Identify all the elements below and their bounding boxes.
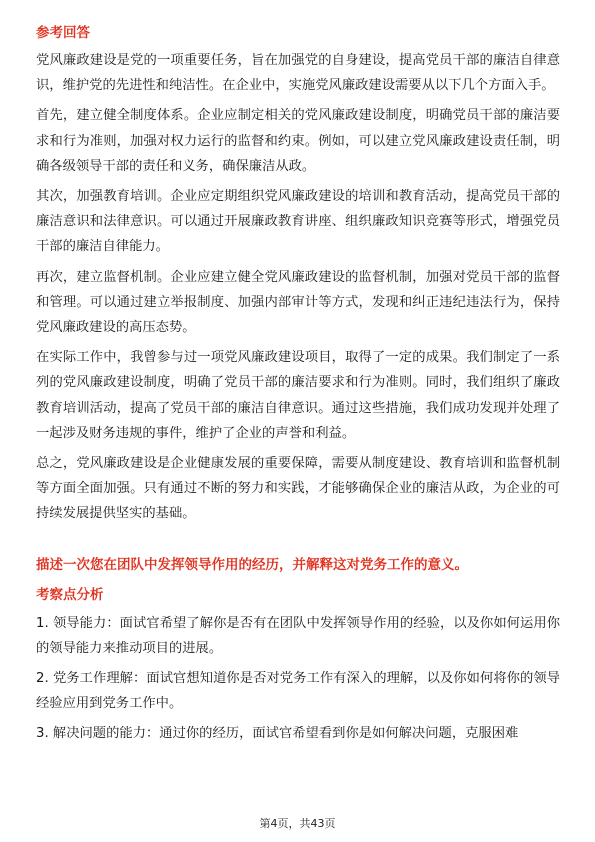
answer-paragraph-experience: 在实际工作中，我曾参与过一项党风廉政建设项目，取得了一定的成果。我们制定了一系列的党风廉政建设制度，明确了党员干部的廉洁要求和行为准则。同时，我们组织了廉政教育培训活动，提高了党员干部的廉洁自律意识。通过这些措施，我们成功发现并处理了一起涉及财务违规的事件，维护了企业的声誉和利益。	[36, 350, 560, 441]
analysis-item-leadership: 1. 领导能力：面试官希望了解你是否有在团队中发挥领导作用的经验，以及你如何运用你的领导能力来推动项目的进展。	[36, 615, 560, 656]
answer-paragraph-intro: 党风廉政建设是党的一项重要任务，旨在加强党的自身建设，提高党员干部的廉洁自律意识，维护党的先进性和纯洁性。在企业中，实施党风廉政建设需要从以下几个方面入手。	[36, 53, 560, 94]
answer-paragraph-second: 其次，加强教育培训。企业应定期组织党风廉政建设的培训和教育活动，提高党员干部的廉洁意识和法律意识。可以通过开展廉政教育讲座、组织廉政知识竞赛等形式，增强党员干部的廉洁自律能力。	[36, 189, 560, 255]
page-number-footer: 第4页，共43页	[259, 817, 336, 830]
analysis-item-problem-solving: 3. 解决问题的能力：通过你的经历，面试官希望看到你是如何解决问题，克服困难	[36, 726, 519, 742]
answer-paragraph-conclusion: 总之，党风廉政建设是企业健康发展的重要保障，需要从制度建设、教育培训和监督机制等方面全面加强。只有通过不断的努力和实践，才能够确保企业的廉洁从政，为企业的可持续发展提供坚实的基础。	[36, 456, 560, 522]
answer-heading: 参考回答	[36, 25, 90, 41]
interview-question: 描述一次您在团队中发挥领导作用的经历，并解释这对党务工作的意义。	[36, 556, 468, 573]
answer-paragraph-first: 首先，建立健全制度体系。企业应制定相关的党风廉政建设制度，明确党员干部的廉洁要求和行为准则，加强对权力运行的监督和约束。例如，可以建立党风廉政建设责任制，明确各级领导干部的责任和义务，确保廉洁从政。	[36, 108, 560, 174]
analysis-heading: 考察点分析	[36, 586, 104, 603]
answer-paragraph-third: 再次，建立监督机制。企业应建立健全党风廉政建设的监督机制，加强对党员干部的监督和管理。可以通过建立举报制度、加强内部审计等方式，发现和纠正违纪违法行为，保持党风廉政建设的高压态势。	[36, 269, 560, 336]
page-content	[36, 22, 560, 752]
analysis-item-party-work: 2. 党务工作理解：面试官想知道你是否对党务工作有深入的理解，以及你如何将你的领导经验应用到党务工作中。	[36, 671, 560, 712]
